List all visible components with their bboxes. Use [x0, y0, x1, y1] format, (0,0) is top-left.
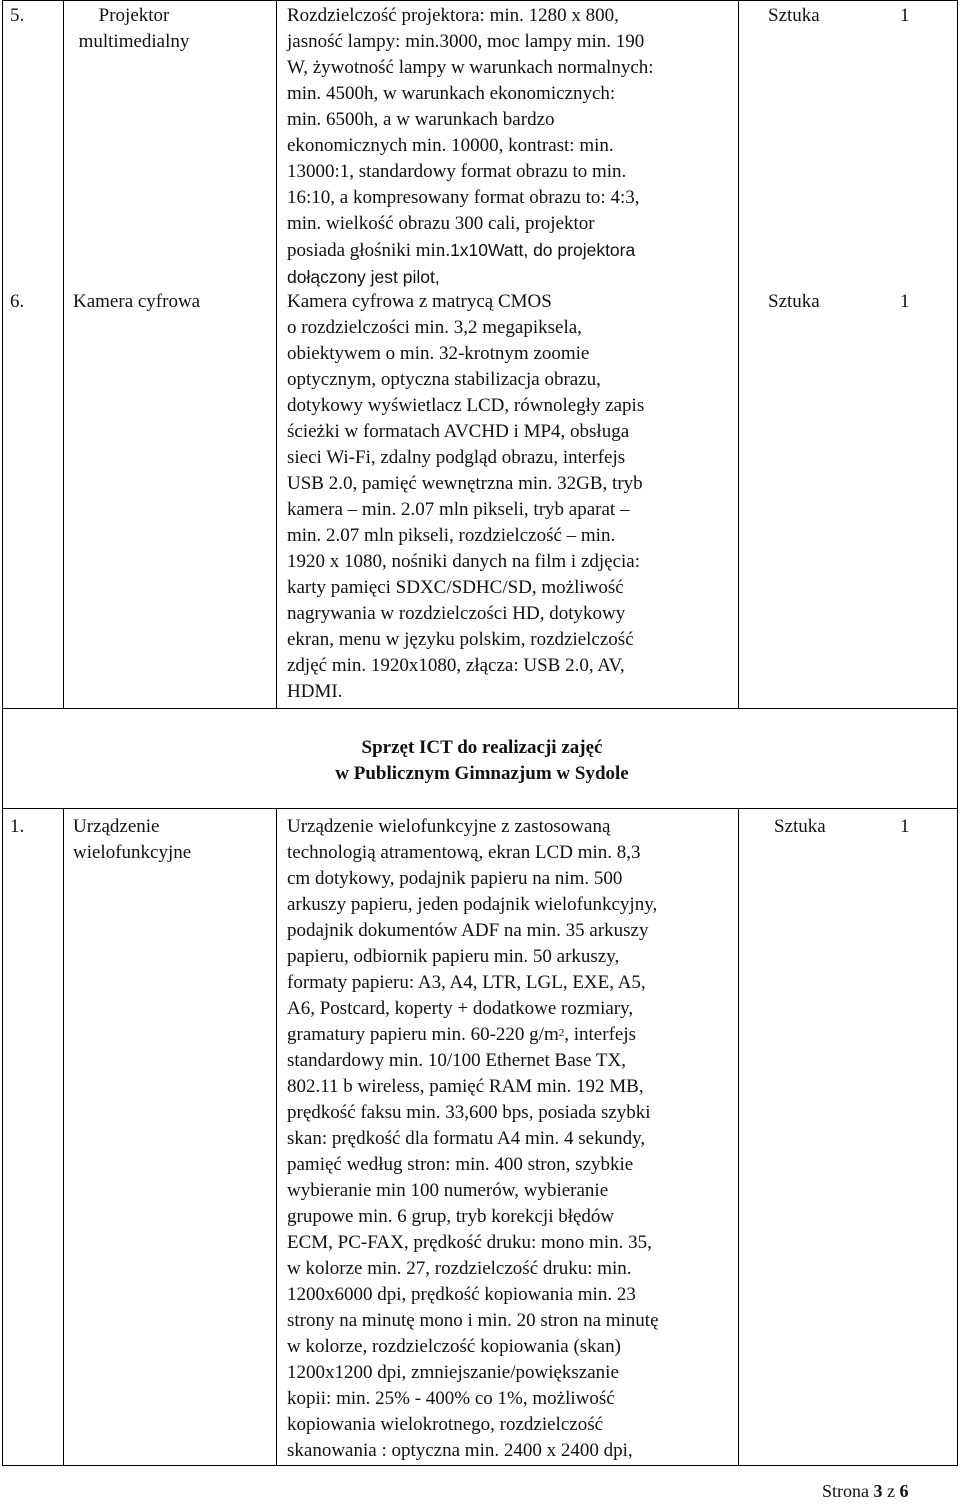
section-heading-line2: w Publicznym Gimnazjum w Sydole	[335, 763, 629, 784]
row5-name-line: Projektor	[98, 5, 170, 26]
row6-desc-line: ekran, menu w języku polskim, rozdzielczość	[287, 629, 634, 650]
row5-desc-line-start: posiada głośniki min.	[287, 240, 451, 261]
row1-desc-line: papieru, odbiornik papieru min. 50 arkuszy,	[287, 946, 620, 967]
row6-desc-line: USB 2.0, pamięć wewnętrzna min. 32GB, tryb	[287, 473, 643, 494]
section-heading	[2, 735, 960, 787]
row1-desc-line: skanowania : optyczna min. 2400 x 2400 dpi,	[287, 1440, 633, 1461]
row6-number: 6.	[10, 291, 25, 312]
row-divider-after-camera	[2, 708, 958, 709]
row1-desc-line: w kolorze, rozdzielczość kopiowania (skan)	[287, 1336, 621, 1357]
row5-name	[64, 3, 204, 55]
row1-number: 1.	[10, 816, 25, 837]
row1-desc-line: prędkość faksu min. 33,600 bps, posiada szybki	[287, 1102, 651, 1123]
row5-unit: Sztuka	[768, 5, 820, 26]
row1-desc-line: cm dotykowy, podajnik papieru na nim. 500	[287, 868, 623, 889]
row1-desc-line	[287, 1022, 737, 1048]
col-divider-num-2	[63, 808, 64, 1465]
page-number	[822, 1478, 909, 1504]
table-bottom-border	[2, 1465, 958, 1466]
row-divider-after-section	[2, 808, 958, 809]
row1-desc-line: 802.11 b wireless, pamięć RAM min. 192 MB,	[287, 1076, 644, 1097]
row6-qty: 1	[900, 291, 910, 312]
row5-desc-line: W, żywotność lampy w warunkach normalnych:	[287, 57, 654, 78]
row1-desc-line: wybieranie min 100 numerów, wybieranie	[287, 1180, 609, 1201]
row1-desc-line: podajnik dokumentów ADF na min. 35 arkuszy	[287, 920, 649, 941]
row5-description	[287, 3, 737, 290]
row5-desc-line: ekonomicznych min. 10000, kontrast: min.	[287, 135, 614, 156]
section-heading-line1: Sprzęt ICT do realizacji zajęć	[361, 737, 603, 758]
row6-desc-line: obiektywem o min. 32-krotnym zoomie	[287, 343, 590, 364]
row5-number: 5.	[10, 5, 25, 26]
row6-desc-line: 1920 x 1080, nośniki danych na film i zdjęcia:	[287, 551, 641, 572]
row1-desc-line: 1200x1200 dpi, zmniejszanie/powiększanie	[287, 1362, 619, 1383]
page-number-current: 3	[873, 1481, 883, 1501]
row5-desc-line: min. wielkość obrazu 300 cali, projektor	[287, 213, 595, 234]
row1-name-line: wielofunkcyjne	[73, 842, 192, 863]
row6-name: Kamera cyfrowa	[73, 291, 201, 312]
row5-desc-line	[287, 237, 737, 264]
row5-desc-line: min. 6500h, a w warunkach bardzo	[287, 109, 555, 130]
table-left-border	[2, 0, 3, 1465]
row5-name-line: multimedialny	[78, 31, 190, 52]
row5-desc-line: Rozdzielczość projektora: min. 1280 x 800,	[287, 5, 619, 26]
row5-desc-line: min. 4500h, w warunkach ekonomicznych:	[287, 83, 616, 104]
row5-desc-line-last: dołączony jest pilot,	[287, 267, 440, 287]
col-divider-name	[276, 0, 277, 708]
row1-name	[73, 814, 191, 866]
row5-desc-line-sans: 1x10Watt, do projektora	[450, 240, 636, 260]
row1-desc-line: pamięć według stron: min. 400 stron, szybkie	[287, 1154, 634, 1175]
row1-desc-line: strony na minutę mono i min. 20 stron na minutę	[287, 1310, 659, 1331]
col-divider-num	[63, 0, 64, 708]
row1-desc-line: A6, Postcard, koperty + dodatkowe rozmiary,	[287, 998, 634, 1019]
col-divider-desc	[738, 0, 739, 708]
row6-desc-line: dotykowy wyświetlacz LCD, równoległy zapis	[287, 395, 645, 416]
table-right-border	[957, 0, 958, 1465]
row5-qty: 1	[900, 5, 910, 26]
row1-name-line: Urządzenie	[73, 816, 160, 837]
row1-desc-line: kopiowania wielokrotnego, rozdzielczość	[287, 1414, 604, 1435]
row1-desc-line: arkuszy papieru, jeden podajnik wielofunkcyjny,	[287, 894, 658, 915]
row1-desc-line: skan: prędkość dla formatu A4 min. 4 sekundy,	[287, 1128, 646, 1149]
row6-desc-line: ścieżki w formatach AVCHD i MP4, obsługa	[287, 421, 630, 442]
row6-desc-line: HDMI.	[287, 681, 343, 702]
col-divider-desc-2	[738, 808, 739, 1465]
row1-desc-line: formaty papieru: A3, A4, LTR, LGL, EXE, A5,	[287, 972, 646, 993]
row1-desc-line-tail: , interfejs	[564, 1024, 637, 1045]
row6-desc-line: min. 2.07 mln pikseli, rozdzielczość – min.	[287, 525, 616, 546]
row6-desc-line: sieci Wi-Fi, zdalny podgląd obrazu, interfejs	[287, 447, 626, 468]
row5-desc-line: jasność lampy: min.3000, moc lampy min. 190	[287, 31, 645, 52]
row1-unit: Sztuka	[774, 816, 826, 837]
row1-desc-line: Urządzenie wielofunkcyjne z zastosowaną	[287, 816, 611, 837]
row6-description	[287, 289, 737, 705]
row1-desc-line: technologią atramentową, ekran LCD min. 8,3	[287, 842, 641, 863]
row6-unit: Sztuka	[768, 291, 820, 312]
row1-desc-line: 1200x6000 dpi, prędkość kopiowania min. 23	[287, 1284, 636, 1305]
row1-desc-line: w kolorze min. 27, rozdzielczość druku: min.	[287, 1258, 632, 1279]
row6-desc-line: kamera – min. 2.07 mln pikseli, tryb aparat –	[287, 499, 630, 520]
row6-desc-line: o rozdzielczości min. 3,2 megapiksela,	[287, 317, 582, 338]
row6-desc-line: nagrywania w rozdzielczości HD, dotykowy	[287, 603, 626, 624]
row1-desc-line: grupowe min. 6 grup, tryb korekcji błędów	[287, 1206, 615, 1227]
col-divider-name-2	[276, 808, 277, 1465]
table-top-border	[2, 0, 958, 1]
superscript-2: 2	[558, 1027, 565, 1039]
row1-description	[287, 814, 737, 1464]
row6-desc-line: zdjęć min. 1920x1080, złącza: USB 2.0, AV,	[287, 655, 625, 676]
row6-desc-line: karty pamięci SDXC/SDHC/SD, możliwość	[287, 577, 624, 598]
page-number-sep: z	[882, 1481, 900, 1501]
row1-qty: 1	[900, 816, 910, 837]
page-number-total: 6	[899, 1481, 909, 1501]
row1-desc-line: ECM, PC-FAX, prędkość druku: mono min. 35,	[287, 1232, 652, 1253]
row5-desc-line: 16:10, a kompresowany format obrazu to: 4:3,	[287, 187, 640, 208]
row6-desc-line: optycznym, optyczna stabilizacja obrazu,	[287, 369, 601, 390]
page-number-prefix: Strona	[822, 1481, 874, 1501]
row5-desc-line: 13000:1, standardowy format obrazu to min.	[287, 161, 627, 182]
row1-desc-line-start: gramatury papieru min. 60-220 g/m	[287, 1024, 559, 1045]
row1-desc-line: kopii: min. 25% - 400% co 1%, możliwość	[287, 1388, 615, 1409]
row1-desc-line: standardowy min. 10/100 Ethernet Base TX,	[287, 1050, 626, 1071]
row6-desc-line: Kamera cyfrowa z matrycą CMOS	[287, 291, 552, 312]
